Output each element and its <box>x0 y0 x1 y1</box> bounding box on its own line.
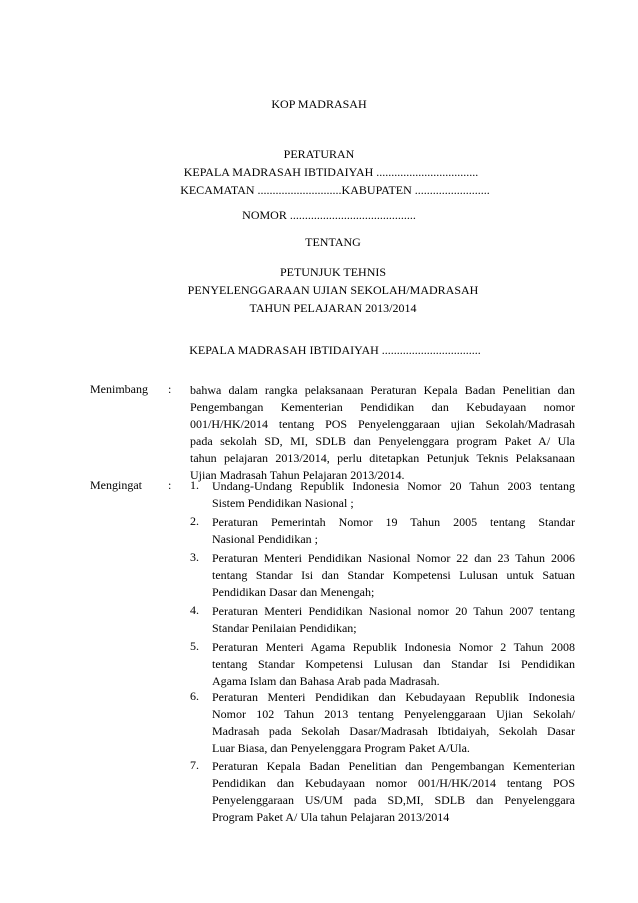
item-line: Agama Islam dan Bahasa Arab pada Madrasah. <box>212 674 440 688</box>
item-line: Penyelenggaraan US/UM pada SD,MI, SDLB dan Penyelenggara <box>212 793 575 807</box>
item-number: 7. <box>190 758 199 772</box>
title-peraturan: PERATURAN <box>283 147 355 161</box>
item-line: Pendidikan dan Kebudayaan nomor 001/H/HK/2014 tentang POS <box>212 776 575 790</box>
item-number: 5. <box>190 639 199 653</box>
item-line: Pendidikan Dasar dan Menengah; <box>212 585 375 599</box>
menimbang-colon: : <box>168 382 172 396</box>
item-text <box>212 689 575 757</box>
menimbang-text <box>190 382 575 484</box>
item-text <box>212 603 575 637</box>
menimbang-label: Menimbang <box>90 382 148 396</box>
item-number: 3. <box>190 550 199 564</box>
mengingat-colon: : <box>168 478 172 492</box>
item-line: Peraturan Pemerintah Nomor 19 Tahun 2005 tentang Standar <box>212 515 575 529</box>
item-line: Program Paket A/ Ula tahun Pelajaran 2013/2014 <box>212 810 450 824</box>
item-line: tentang Standar Isi dan Standar Kompetensi Lulusan untuk Satuan <box>212 568 575 582</box>
subject-line-3: TAHUN PELAJARAN 2013/2014 <box>249 301 417 315</box>
menimbang-line: Pengembangan Kementerian Pendidikan dan Kebudayaan nomor <box>190 400 575 414</box>
item-line: Peraturan Menteri Pendidikan Nasional nomor 20 Tahun 2007 tentang <box>212 604 575 618</box>
item-line: Undang-Undang Republik Indonesia Nomor 20 Tahun 2003 tentang <box>212 479 575 493</box>
item-line: Peraturan Menteri Pendidikan Nasional Nomor 22 dan 23 Tahun 2006 <box>212 551 575 565</box>
menimbang-line: pada sekolah SD, MI, SDLB dan Penyelenggara program Paket A/ Ula <box>190 434 575 448</box>
mengingat-label: Mengingat <box>90 478 142 492</box>
menimbang-line: bahwa dalam rangka pelaksanaan Peraturan Kepala Badan Penelitian dan <box>190 383 575 397</box>
item-line: Peraturan Kepala Badan Penelitian dan Pengembangan Kementerian <box>212 759 575 773</box>
menimbang-line: Ujian Madrasah Tahun Pelajaran 2013/2014. <box>190 468 405 482</box>
item-text <box>212 550 575 601</box>
item-number: 2. <box>190 514 199 528</box>
title-kepala-madrasah: KEPALA MADRASAH IBTIDAIYAH .................................. <box>183 165 479 179</box>
item-text <box>212 514 575 548</box>
item-line: Nomor 102 Tahun 2013 tentang Penyelenggaraan Ujian Sekolah/ <box>212 707 575 721</box>
item-line: Peraturan Menteri Pendidikan dan Kebudayaan Republik Indonesia <box>212 690 575 704</box>
nomor-line: NOMOR .......................................... <box>242 208 416 222</box>
item-line: Madrasah pada Sekolah Dasar/Madrasah Ibtidaiyah, Sekolah Dasar <box>212 724 575 738</box>
item-number: 6. <box>190 689 199 703</box>
item-line: Nasional Pendidikan ; <box>212 532 318 546</box>
issuer-line: KEPALA MADRASAH IBTIDAIYAH ................................. <box>189 343 481 357</box>
tentang-heading: TENTANG <box>305 235 361 249</box>
subject-line-2: PENYELENGGARAAN UJIAN SEKOLAH/MADRASAH <box>187 283 479 297</box>
item-number: 4. <box>190 603 199 617</box>
kop-madrasah: KOP MADRASAH <box>271 97 367 111</box>
item-line: tentang Standar Kompetensi Lulusan dan Standar Isi Pendidikan <box>212 657 575 671</box>
item-text <box>212 639 575 690</box>
item-text <box>212 478 575 512</box>
item-line: Luar Biasa, dan Penyelenggara Program Paket A/Ula. <box>212 741 470 755</box>
item-number: 1. <box>190 478 199 492</box>
subject-line-1: PETUNJUK TEHNIS <box>279 265 387 279</box>
item-line: Standar Penilaian Pendidikan; <box>212 621 357 635</box>
item-line: Sistem Pendidikan Nasional ; <box>212 496 354 510</box>
title-kecamatan-kabupaten: KECAMATAN ............................KABUPATEN ......................... <box>180 183 490 197</box>
menimbang-line: tahun pelajaran 2013/2014, perlu ditetapkan Petunjuk Teknis Pelaksanaan <box>190 451 575 465</box>
item-text <box>212 758 575 826</box>
menimbang-line: 001/H/HK/2014 tentang POS Penyelenggaraan ujian Sekolah/Madrasah <box>190 417 575 431</box>
item-line: Peraturan Menteri Agama Republik Indonesia Nomor 2 Tahun 2008 <box>212 640 575 654</box>
